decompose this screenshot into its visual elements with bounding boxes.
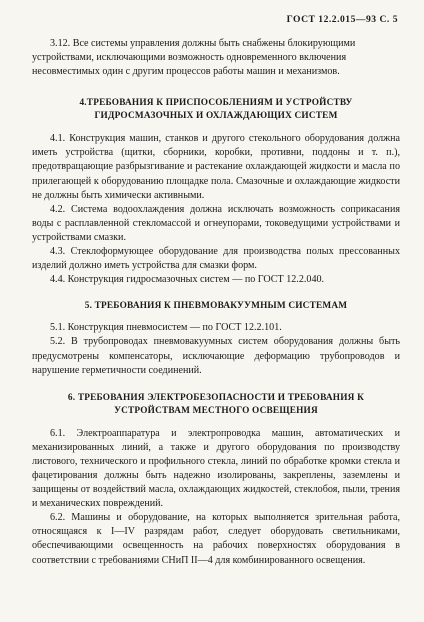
document-body	[32, 37, 400, 568]
paragraph-5-2: 5.2. В трубопроводах пневмовакуумных систем оборудования должны быть предусмотрены компенсаторы, исключающие деформацию трубопроводов и нарушение герметичности соединений.	[32, 336, 400, 376]
paragraph-6-2: 6.2. Машины и оборудование, на которых выполняется зрительная работа, относящаяся к I—IV разрядам работ, следует оборудовать светильниками, обеспечивающими освещенность на рабочих поверхностях оборудования в соответствии с требованиями СНиП II—4 для комбинированного освещения.	[32, 512, 400, 566]
page-header: ГОСТ 12.2.015—93 С. 5	[286, 14, 398, 25]
section-heading-6: 6. ТРЕБОВАНИЯ ЭЛЕКТРОБЕЗОПАСНОСТИ И ТРЕБОВАНИЯ К УСТРОЙСТВАМ МЕСТНОГО ОСВЕЩЕНИЯ	[67, 392, 365, 416]
paragraph-4-3: 4.3. Стеклоформующее оборудование для производства полых прессованных изделий должно иметь устройства для смазки форм.	[32, 246, 400, 272]
section-heading-4: 4.ТРЕБОВАНИЯ К ПРИСПОСОБЛЕНИЯМ И УСТРОЙСТВУ ГИДРОСМАЗОЧНЫХ И ОХЛАЖДАЮЩИХ СИСТЕМ	[79, 98, 353, 122]
paragraph-6-1: 6.1. Электроаппаратура и электропроводка машин, автоматических и механизированных линий, а также и другого оборудования по производству листового, технического и профильного стекла, линий по обработке кромки стекла и фацетирования должны быть надежно изолированы, закреплены, заземлены и защищены от воздействий масла, охлаждающих жидкостей, стеклобоя, пыли, трения и механических повреждений.	[32, 427, 400, 510]
paragraph-4-4: 4.4. Конструкция гидросмазочных систем — по ГОСТ 12.2.040.	[50, 274, 325, 286]
paragraph-3-12: 3.12. Все системы управления должны быть снабжены блокирующими устройствами, исключающими возможность одновременного включения несовместимых один с другим процессов работы машин и механизмов.	[32, 38, 356, 78]
paragraph-5-1: 5.1. Конструкция пневмосистем — по ГОСТ 12.2.101.	[50, 322, 282, 334]
section-heading-5: 5. ТРЕБОВАНИЯ К ПНЕВМОВАКУУМНЫМ СИСТЕМАМ	[84, 301, 348, 312]
paragraph-4-2: 4.2. Система водоохлаждения должна исключать возможность соприкасания воды с расплавленной стекломассой и огнеупорами, токоведущими устройствами и устройствами смазки.	[32, 203, 400, 243]
paragraph-4-1: 4.1. Конструкция машин, станков и другого стекольного оборудования должна иметь устройства (щитки, сборники, коробки, противни, поддоны и т. п.), предотвращающие разбрызгивание и растекание охлаждающей жидкости и масла по прилегающей к оборудованию площадке пола. Смазочные и охлаждающие жидкости не должны быть химически активными.	[32, 133, 400, 201]
